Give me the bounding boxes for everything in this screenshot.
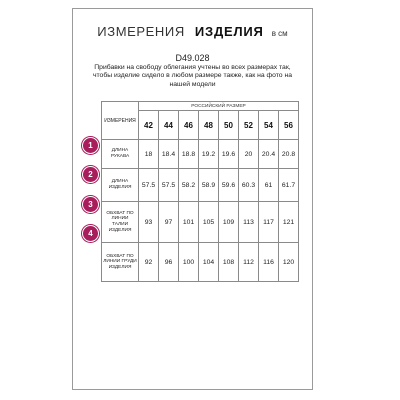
chart-header: [73, 23, 312, 41]
size-header: 44: [159, 111, 179, 140]
table-cell: 109: [219, 202, 239, 243]
row-label: ДЛИНА ИЗДЕЛИЯ: [102, 169, 139, 202]
table-cell: 19.6: [219, 140, 239, 169]
measure-column-header: ИЗМЕРЕНИЯ: [102, 102, 139, 140]
size-header: 52: [239, 111, 259, 140]
row-number-badge: 4: [82, 225, 99, 242]
table-cell: 18.4: [159, 140, 179, 169]
table-cell: 96: [159, 243, 179, 282]
table-cell: 105: [199, 202, 219, 243]
table-cell: 57.5: [139, 169, 159, 202]
table-cell: 20.4: [259, 140, 279, 169]
size-header: 46: [179, 111, 199, 140]
row-label: ДЛИНА РУКАВА: [102, 140, 139, 169]
table-cell: 100: [179, 243, 199, 282]
table-cell: 112: [239, 243, 259, 282]
table-cell: 18.8: [179, 140, 199, 169]
table-cell: 58.9: [199, 169, 219, 202]
row-label: ОБХВАТ ПО ЛИНИИ ГРУДИ ИЗДЕЛИЯ: [102, 243, 139, 282]
size-header: 42: [139, 111, 159, 140]
table-row: [102, 140, 299, 169]
table-cell: 101: [179, 202, 199, 243]
table-cell: 61.7: [279, 169, 299, 202]
row-label: ОБХВАТ ПО ЛИНИИ ТАЛИИ ИЗДЕЛИЯ: [102, 202, 139, 243]
table-row: [102, 243, 299, 282]
table-cell: 19.2: [199, 140, 219, 169]
size-header: 56: [279, 111, 299, 140]
row-number-badge: 2: [82, 166, 99, 183]
table-cell: 61: [259, 169, 279, 202]
table-cell: 108: [219, 243, 239, 282]
product-code: D49.028: [175, 53, 210, 63]
table-cell: 93: [139, 202, 159, 243]
table-cell: 113: [239, 202, 259, 243]
size-group-header: РОССИЙСКИЙ РАЗМЕР: [139, 102, 299, 111]
table-cell: 57.5: [159, 169, 179, 202]
size-chart-card: [72, 8, 313, 390]
table-cell: 120: [279, 243, 299, 282]
table-cell: 59.6: [219, 169, 239, 202]
table-cell: 97: [159, 202, 179, 243]
table-cell: 117: [259, 202, 279, 243]
table-cell: 20.8: [279, 140, 299, 169]
table-cell: 121: [279, 202, 299, 243]
fit-note: Прибавки на свободу облегания учтены во всех размерах так, чтобы изделие сидело в любом размере также, как на фото на нашей модели: [92, 64, 292, 88]
table-cell: 18: [139, 140, 159, 169]
size-header: 50: [219, 111, 239, 140]
table-row: [102, 169, 299, 202]
header-title-garment: ИЗДЕЛИЯ: [194, 24, 264, 39]
size-header: 48: [199, 111, 219, 140]
table-cell: 104: [199, 243, 219, 282]
header-unit: в см: [271, 29, 288, 38]
size-table: [101, 101, 299, 282]
table-cell: 20: [239, 140, 259, 169]
table-row: [102, 202, 299, 243]
table-cell: 58.2: [179, 169, 199, 202]
row-number-badge: 3: [82, 196, 99, 213]
table-cell: 92: [139, 243, 159, 282]
header-title-measurements: ИЗМЕРЕНИЯ: [97, 24, 185, 39]
row-number-badge: 1: [82, 137, 99, 154]
table-cell: 60.3: [239, 169, 259, 202]
table-cell: 116: [259, 243, 279, 282]
size-header: 54: [259, 111, 279, 140]
